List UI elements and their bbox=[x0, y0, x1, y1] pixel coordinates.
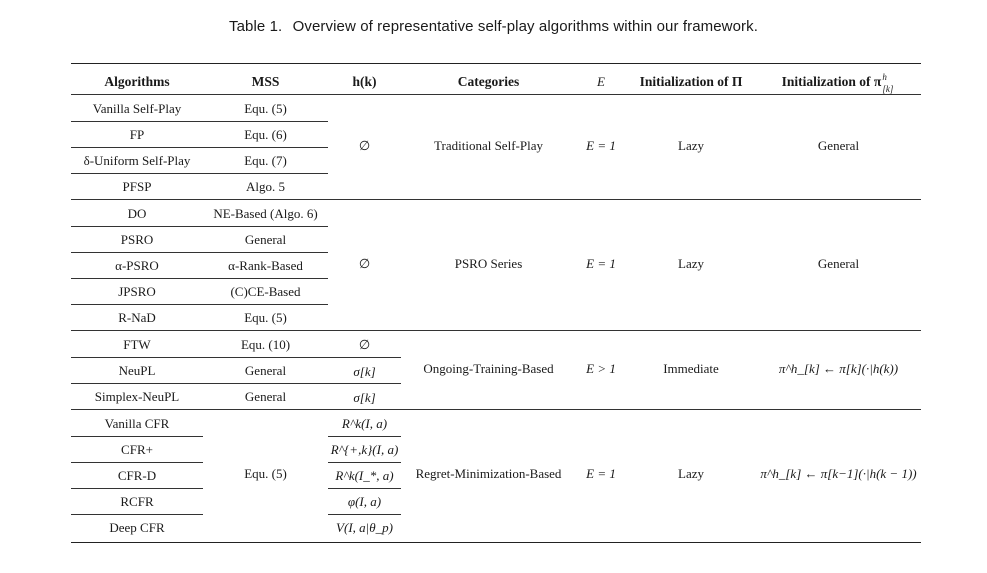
table-cell-category: PSRO Series bbox=[454, 256, 523, 271]
header-init-pi: Initialization of Π bbox=[639, 74, 743, 89]
table-cell-mss: General bbox=[244, 232, 287, 247]
table-cell-algorithm: NeuPL bbox=[118, 363, 156, 378]
table-cell-init-pi: Lazy bbox=[678, 138, 704, 153]
table-cell-mss: Equ. (5) bbox=[244, 466, 287, 481]
bottom-rule bbox=[71, 542, 921, 543]
table-cell-mss: NE-Based (Algo. 6) bbox=[213, 206, 318, 221]
row-rule bbox=[328, 436, 401, 437]
table-cell-e: E = 1 bbox=[586, 256, 616, 271]
header-init-pi-k bbox=[756, 72, 921, 94]
table-cell-e: E = 1 bbox=[586, 138, 616, 153]
group-rule bbox=[71, 409, 921, 410]
row-rule bbox=[71, 514, 203, 515]
table-cell-mss: (C)CE-Based bbox=[230, 284, 301, 299]
table-cell-init-pi-k: π^h_[k] ← π[k−1](·|h(k − 1)) bbox=[760, 466, 917, 481]
table-cell-algorithm: RCFR bbox=[120, 494, 154, 509]
table-cell-algorithm: Deep CFR bbox=[109, 520, 165, 535]
table-cell-init-pi: Lazy bbox=[678, 466, 704, 481]
row-rule bbox=[71, 357, 401, 358]
table-cell-mss: Equ. (7) bbox=[244, 153, 287, 168]
table-cell-algorithm: FTW bbox=[123, 337, 151, 352]
algorithm-name: δ-Uniform Self-Play bbox=[83, 153, 191, 168]
row-rule bbox=[328, 488, 401, 489]
row-rule bbox=[71, 121, 328, 122]
row-rule bbox=[71, 436, 203, 437]
table-cell-mss: Equ. (10) bbox=[240, 337, 291, 352]
table-cell-e: E = 1 bbox=[586, 466, 616, 481]
row-rule bbox=[71, 488, 203, 489]
table-cell-init-pi-k: General bbox=[817, 138, 860, 153]
table-cell-mss: Equ. (5) bbox=[244, 101, 287, 116]
group-rule bbox=[71, 330, 921, 331]
table-cell-init-pi: Immediate bbox=[663, 361, 719, 376]
table-cell-mss: General bbox=[244, 363, 287, 378]
table-cell-category: Traditional Self-Play bbox=[434, 138, 543, 153]
table-cell-algorithm: α-PSRO bbox=[115, 258, 159, 273]
table-cell-category: Ongoing-Training-Based bbox=[423, 361, 554, 376]
table-cell-algorithm: Simplex-NeuPL bbox=[94, 389, 180, 404]
header-mss: MSS bbox=[251, 74, 280, 89]
row-rule bbox=[71, 147, 328, 148]
table-cell-algorithm: CFR+ bbox=[121, 442, 153, 457]
caption-label: Table 1. bbox=[228, 18, 283, 35]
table-cell-mss: α-Rank-Based bbox=[228, 258, 303, 273]
header-init-pi-k-sup: h bbox=[882, 72, 887, 82]
table-cell-mss: Algo. 5 bbox=[246, 179, 285, 194]
table-cell-algorithm: Vanilla CFR bbox=[104, 416, 170, 431]
table-cell-hk: ∅ bbox=[358, 138, 371, 153]
table-cell-algorithm: FP bbox=[129, 127, 145, 142]
table-cell-algorithm: PFSP bbox=[122, 179, 152, 194]
table-caption bbox=[0, 18, 987, 35]
table-cell-algorithm: DO bbox=[127, 206, 147, 221]
row-rule bbox=[71, 173, 328, 174]
header-hk: h(k) bbox=[352, 74, 377, 89]
top-rule bbox=[71, 63, 921, 64]
row-rule bbox=[71, 304, 328, 305]
table-cell-mss: Equ. (6) bbox=[244, 127, 287, 142]
row-rule bbox=[71, 226, 328, 227]
table-cell-category: Regret-Minimization-Based bbox=[415, 466, 562, 481]
table-cell-hk: σ[k] bbox=[353, 364, 376, 379]
table-cell-hk: ∅ bbox=[358, 256, 371, 271]
header-e: E bbox=[597, 74, 605, 89]
table-cell-algorithm: CFR-D bbox=[117, 468, 157, 483]
row-rule bbox=[328, 514, 401, 515]
table-cell-algorithm: PSRO bbox=[120, 232, 154, 247]
table-cell-hk: ∅ bbox=[358, 337, 371, 352]
table-cell-algorithm: JPSRO bbox=[118, 284, 156, 299]
table-cell-hk: φ(I, a) bbox=[347, 494, 382, 509]
table-cell-e: E > 1 bbox=[586, 361, 616, 376]
table-cell-algorithm: Vanilla Self-Play bbox=[92, 101, 182, 116]
row-rule bbox=[71, 278, 328, 279]
header-categories: Categories bbox=[457, 74, 520, 89]
row-rule bbox=[328, 462, 401, 463]
table-cell-hk: σ[k] bbox=[353, 390, 376, 405]
table-cell-init-pi-k: π^h_[k] ← π[k](·|h(k)) bbox=[778, 361, 899, 376]
group-rule bbox=[71, 199, 921, 200]
header-init-pi-k-label: Initialization of π bbox=[781, 74, 882, 89]
caption-text: Overview of representative self-play algorithms within our framework. bbox=[292, 18, 759, 35]
table-cell-algorithm bbox=[71, 153, 203, 169]
header-algorithms: Algorithms bbox=[104, 74, 170, 89]
table-cell-algorithm: R-NaD bbox=[118, 310, 156, 325]
table-cell-hk: R^k(I, a) bbox=[341, 416, 388, 431]
table-cell-hk: R^k(I_*, a) bbox=[335, 468, 394, 483]
table-cell-mss: Equ. (5) bbox=[244, 310, 287, 325]
table-cell-init-pi-k: General bbox=[817, 256, 860, 271]
table-cell-hk: R^{+,k}(I, a) bbox=[330, 442, 399, 457]
table-cell-hk: V(I, a|θ_p) bbox=[336, 520, 393, 535]
row-rule bbox=[71, 252, 328, 253]
table-cell-mss: General bbox=[244, 389, 287, 404]
header-init-pi-k-sub: [k] bbox=[882, 84, 894, 94]
row-rule bbox=[71, 383, 401, 384]
header-rule bbox=[71, 94, 921, 95]
row-rule bbox=[71, 462, 203, 463]
table-cell-init-pi: Lazy bbox=[678, 256, 704, 271]
